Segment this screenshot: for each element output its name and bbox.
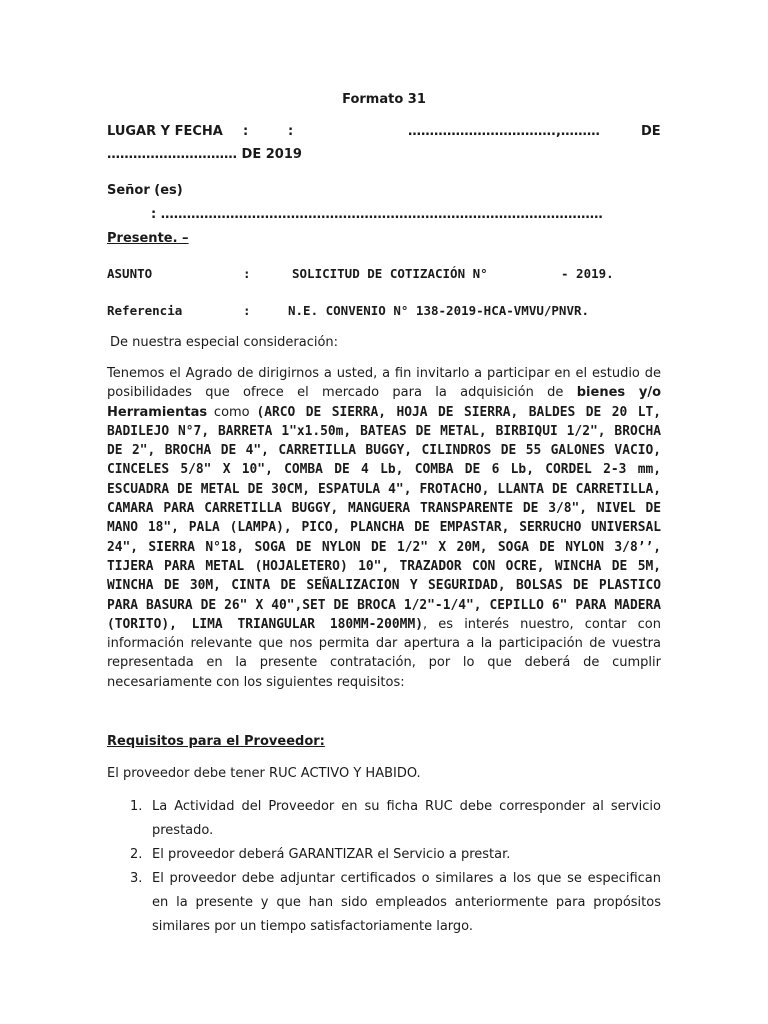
requisito-text: El proveedor deberá GARANTIZAR el Servicio a prestar.	[152, 847, 511, 862]
lugar-de: DE	[641, 124, 661, 139]
main-paragraph	[107, 364, 661, 692]
paragraph-items-list: (ARCO DE SIERRA, HOJA DE SIERRA, BALDES DE 20 LT, BADILEJO N°7, BARRETA 1"x1.50m, BATEAS DE METAL, BIRBIQUI 1/2", BROCHA DE 2", BROCHA DE 4", CARRETILLA BUGGY, CILINDROS DE 55 GALONES VACIO, CINCELES 5/8" X 10", COMBA DE 4 Lb, COMBA DE 6 Lb, CORDEL 2-3 mm, ESCUADRA DE METAL DE 30CM, ESPATULA 4", FROTACHO, LLANTA DE CARRETILLA, CAMARA PARA CARRETILLA BUGGY, MANGUERA TRANSPARENTE DE 3/8", NIVEL DE MANO 18", PALA (LAMPA), PICO, PLANCHA DE EMPASTAR, SERRUCHO UNIVERSAL 24", SIERRA N°18, SOGA DE NYLON DE 1/2" X 20M, SOGA DE NYLON 3/8’’, TIJERA PARA METAL (HOJALETERO) 10", TRAZADOR CON OCRE, WINCHA DE 5M, WINCHA DE 30M, CINTA DE SEÑALIZACION Y SEGURIDAD, BOLSAS DE PLASTICO PARA BASURA DE 26" X 40",SET DE BROCA 1/2"-1/4", CEPILLO 6" PARA MADERA (TORITO), LIMA TRIANGULAR 180MM-200MM)	[107, 404, 662, 632]
fecha-year: DE 2019	[241, 147, 302, 162]
requisito-text: El proveedor debe adjuntar certificados o similares a los que se especifican en la presente y que han sido empleados anteriormente para propósitos similares por un tiempo satisfactoriamente largo.	[152, 871, 661, 934]
lugar-colon-2: :	[288, 124, 294, 139]
requisito-item	[107, 843, 661, 867]
asunto-colon: :	[243, 266, 251, 281]
requisito-number: 2.	[130, 847, 143, 862]
salutation: De nuestra especial consideración:	[110, 335, 339, 350]
paragraph-como: como	[207, 404, 257, 420]
presente-label: Presente. –	[107, 231, 189, 246]
requisitos-title: Requisitos para el Proveedor:	[107, 734, 325, 749]
requisito-number: 3.	[130, 871, 143, 886]
requisitos-list	[107, 795, 661, 939]
asunto-value: SOLICITUD DE COTIZACIÓN N°	[292, 266, 488, 281]
requisito-item	[107, 795, 661, 843]
senor-dots: : …………………………………………………………………………………………	[151, 207, 603, 222]
requisito-text: La Actividad del Proveedor en su ficha RUC debe corresponder al servicio prestado.	[152, 799, 661, 838]
referencia-value: N.E. CONVENIO N° 138-2019-HCA-VMVU/PNVR.	[288, 303, 590, 318]
asunto-year: - 2019.	[561, 266, 614, 281]
fecha-dots: …………………………	[107, 147, 237, 162]
requisito-number: 1.	[130, 799, 143, 814]
fecha-line	[107, 147, 302, 162]
referencia-label: Referencia	[107, 303, 183, 318]
lugar-colon-1: :	[243, 124, 249, 139]
requisitos-intro: El proveedor debe tener RUC ACTIVO Y HABIDO.	[107, 766, 421, 781]
paragraph-end: , es interés nuestro, contar con información relevante que nos permita dar apertura a la participación de vuestra representada en la presente contratación, por lo que deberá de cumplir necesariamente con los siguientes requisitos:	[107, 616, 662, 690]
paragraph-bienes: bienes y/o Herramientas	[107, 385, 661, 420]
lugar-dots: …………………………….,………	[408, 124, 600, 139]
document-title: Formato 31	[342, 92, 426, 107]
referencia-colon: :	[243, 303, 251, 318]
requisito-item	[107, 867, 661, 939]
senor-label: Señor (es)	[107, 183, 183, 198]
lugar-fecha-label: LUGAR Y FECHA	[107, 124, 223, 139]
paragraph-intro: Tenemos el Agrado de dirigirnos a usted, a fin invitarlo a participar en el estudio de posibilidades que ofrece el mercado para la adquisición de	[107, 366, 661, 401]
asunto-label: ASUNTO	[107, 266, 153, 281]
